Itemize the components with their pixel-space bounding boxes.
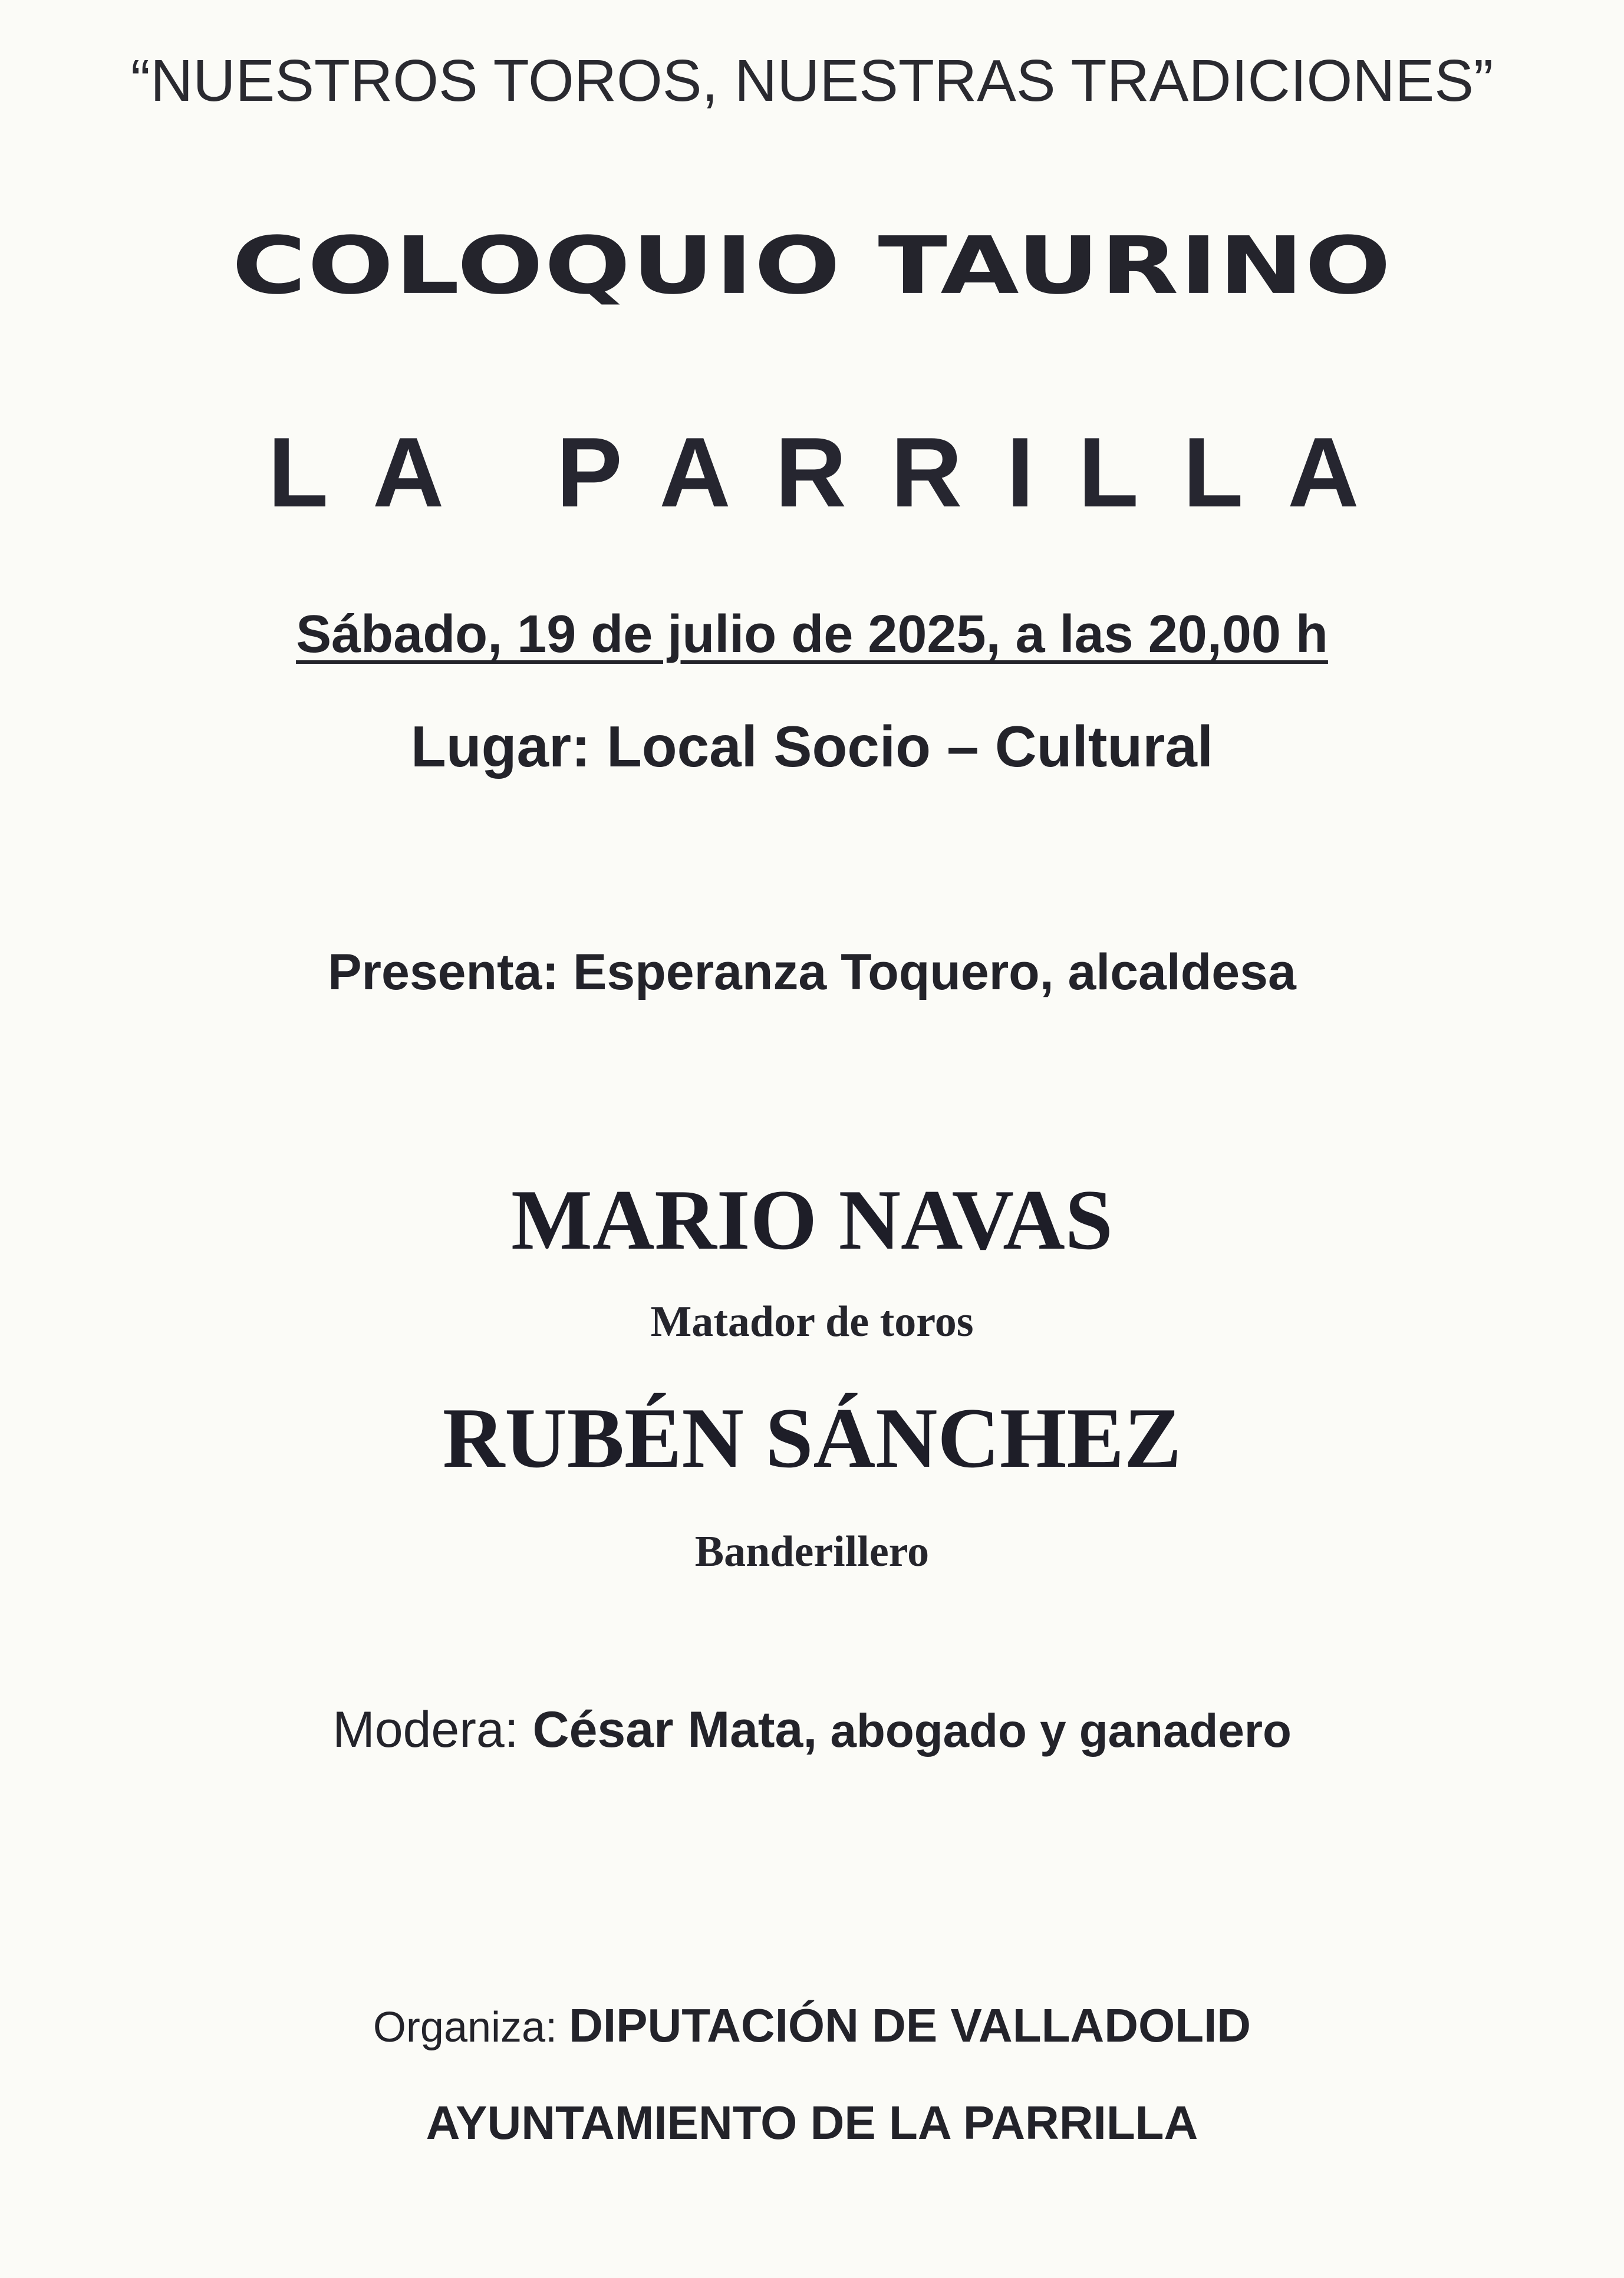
- organizer-label: Organiza:: [373, 2004, 569, 2051]
- event-venue: Lugar: Local Socio – Cultural: [410, 714, 1214, 779]
- guest-role-2: Banderillero: [694, 1528, 930, 1576]
- guest-role-1: Matador de toros: [650, 1298, 974, 1346]
- guest-name-2: RUBÉN SÁNCHEZ: [442, 1390, 1182, 1486]
- organizer-diputacion: DIPUTACIÓN DE VALLADOLID: [569, 1999, 1251, 2052]
- moderator-name: César Mata,: [532, 1701, 818, 1758]
- presenter: Presenta: Esperanza Toquero, alcaldesa: [328, 944, 1296, 1000]
- moderator-label: Modera:: [332, 1701, 533, 1758]
- event-date: Sábado, 19 de julio de 2025, a las 20,00 h: [296, 605, 1328, 664]
- moderator-role: abogado y ganadero: [817, 1704, 1292, 1757]
- guest-name-1: MARIO NAVAS: [511, 1172, 1113, 1268]
- organizer: [0, 1999, 1624, 2053]
- organizer-ayuntamiento: AYUNTAMIENTO DE LA PARRILLA: [426, 2096, 1198, 2149]
- moderator: [0, 1701, 1624, 1759]
- event-title: COLOQUIO TAURINO: [232, 219, 1392, 312]
- town-name: LA PARRILLA: [268, 417, 1404, 528]
- motto: “NUESTROS TOROS, NUESTRAS TRADICIONES”: [130, 48, 1494, 114]
